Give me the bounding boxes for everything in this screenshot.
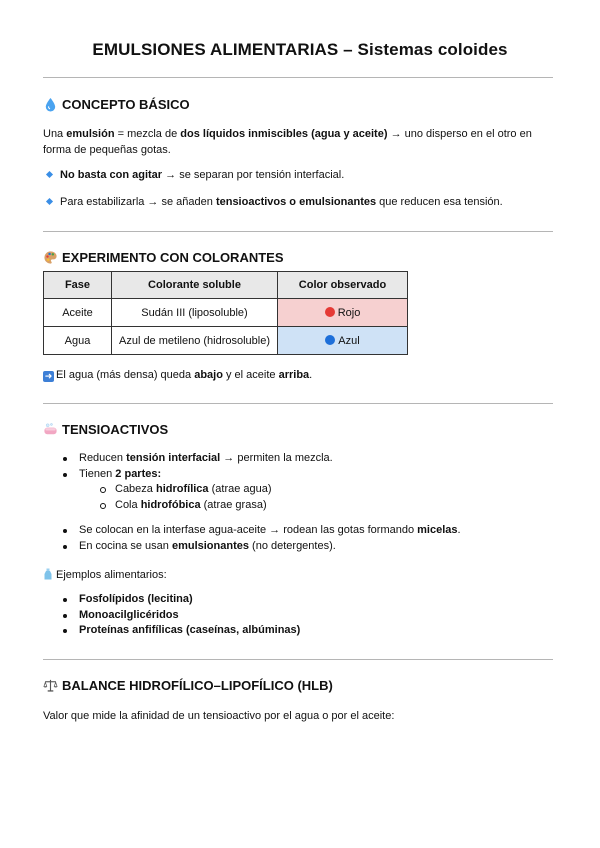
table-row — [44, 327, 408, 355]
list-item: Proteínas anfifílicas (caseínas, albúminas) — [43, 623, 555, 639]
blue-circle-icon — [325, 335, 335, 345]
section-heading-concepto — [43, 97, 190, 112]
heading-text: BALANCE HIDROFÍLICO–LIPOFÍLICO (HLB) — [62, 678, 333, 693]
table-cell-color — [278, 299, 408, 327]
bold-text: dos líquidos inmiscibles (agua y aceite) — [180, 128, 388, 140]
arrow-right-icon: ➜ — [44, 371, 53, 381]
bold-text: abajo — [194, 369, 223, 381]
paragraph-definicion — [43, 126, 555, 158]
text: Rojo — [337, 306, 361, 319]
table-cell: Aceite — [44, 299, 112, 327]
bold-text: hidrofílica — [155, 483, 209, 495]
text: (atrae grasa) — [200, 498, 267, 511]
table-cell: Agua — [44, 327, 112, 355]
ejemplos-list — [43, 592, 555, 639]
bold-text: micelas — [417, 524, 458, 536]
page-title: EMULSIONES ALIMENTARIAS – Sistemas coloides — [92, 40, 508, 59]
hlb-text: Valor que mide la afinidad de un tensioactivo por el agua o por el aceite: — [43, 710, 395, 722]
divider — [43, 659, 553, 660]
text: (atrae agua) — [208, 483, 272, 495]
bullet-no-basta — [43, 167, 555, 183]
list-item — [43, 451, 555, 467]
heading-text: TENSIOACTIVOS — [62, 422, 169, 437]
text: (no detergentes). — [248, 539, 336, 552]
diamond-bullet-icon — [46, 198, 53, 205]
text: → uno disperso en el otro en — [387, 128, 532, 140]
table-cell-color — [278, 327, 408, 355]
bold-text: emulsión — [66, 128, 115, 140]
table-row — [44, 299, 408, 327]
sub-list-item — [43, 482, 555, 498]
section-heading-tensioactivos — [43, 422, 168, 437]
text: y el aceite — [222, 369, 279, 381]
text: → se separan por tensión interfacial. — [162, 169, 345, 181]
diamond-bullet-icon — [46, 171, 53, 178]
ejemplos-label — [43, 567, 555, 583]
table-header-cell: Color observado — [278, 272, 408, 299]
bold-text: 2 partes: — [115, 467, 162, 480]
bold-text: arriba — [278, 369, 310, 381]
colorantes-table-wrap — [43, 271, 408, 355]
text: Una — [43, 128, 67, 140]
bold-text: hidrofóbica — [140, 498, 201, 511]
heading-text: CONCEPTO BÁSICO — [62, 97, 190, 112]
divider — [43, 77, 553, 78]
bold-text: tensioactivos o emulsionantes — [215, 196, 377, 208]
scales-icon — [43, 678, 58, 693]
bottle-icon — [43, 568, 53, 580]
heading-text: EXPERIMENTO CON COLORANTES — [62, 250, 284, 265]
palette-icon — [43, 250, 58, 265]
divider — [43, 403, 553, 404]
colorantes-table — [43, 271, 408, 355]
nota-densidad — [43, 367, 555, 383]
list-item: Monoacilglicéridos — [43, 608, 555, 624]
list-item — [43, 539, 555, 555]
text: Cabeza — [115, 483, 156, 495]
text: = mezcla de — [114, 128, 181, 140]
text: que reducen esa tensión. — [376, 196, 503, 208]
tensioactivos-list — [43, 451, 555, 513]
table-header-cell: Fase — [44, 272, 112, 299]
text: Cola — [115, 498, 141, 511]
list-item: Fosfolípidos (lecitina) — [43, 592, 555, 608]
text: El agua (más densa) queda — [56, 369, 195, 381]
sub-list-item — [43, 498, 555, 514]
text: Ejemplos alimentarios: — [56, 569, 167, 581]
table-header-cell: Colorante soluble — [112, 272, 278, 299]
red-circle-icon — [325, 307, 335, 317]
table-cell: Sudán III (liposoluble) — [112, 299, 278, 327]
text: . — [309, 369, 313, 381]
list-item — [43, 467, 555, 483]
droplet-icon — [43, 97, 58, 112]
table-header-row — [44, 272, 408, 299]
table-cell: Azul de metileno (hidrosoluble) — [112, 327, 278, 355]
section-heading-experimento — [43, 250, 284, 265]
text: Tienen — [79, 467, 116, 480]
section-heading-hlb — [43, 678, 333, 693]
text: → permiten la mezcla. — [220, 452, 333, 464]
soap-icon — [43, 422, 58, 437]
text: En cocina se usan — [79, 539, 172, 552]
tensioactivos-list-2 — [43, 523, 555, 554]
text: forma de pequeñas gotas. — [43, 144, 171, 156]
text: Para estabilizarla → se añaden — [60, 196, 216, 208]
text: Azul — [338, 334, 360, 347]
text: . — [457, 524, 461, 536]
text: Reducen — [79, 452, 127, 464]
bold-text: No basta con agitar — [60, 169, 163, 181]
text: Se colocan en la interfase agua-aceite → rodean las gotas formando — [79, 524, 418, 536]
bold-text: emulsionantes — [171, 539, 249, 552]
list-item — [43, 523, 555, 539]
bullet-estabilizar — [43, 194, 555, 210]
bold-text: tensión interfacial — [126, 452, 221, 464]
divider — [43, 231, 553, 232]
